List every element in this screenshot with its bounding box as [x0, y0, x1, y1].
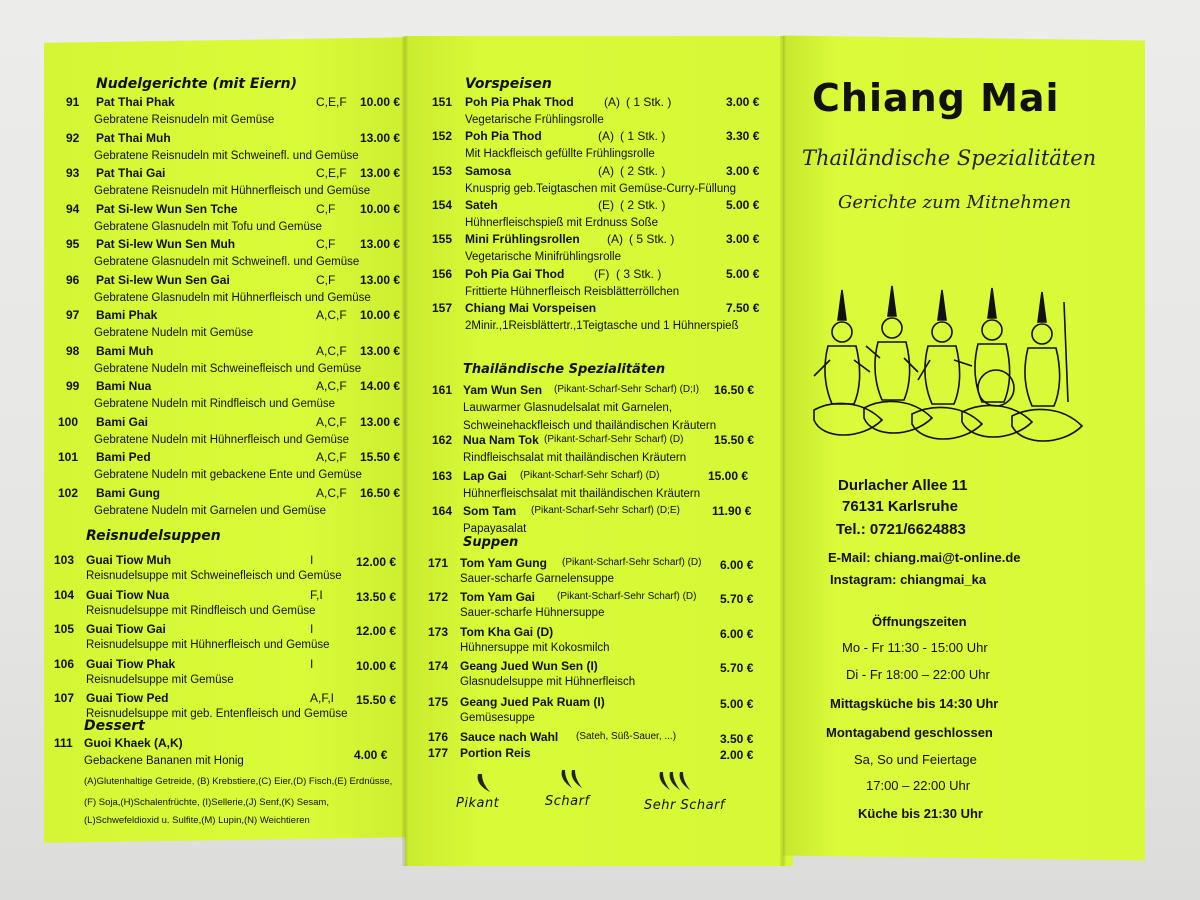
dish-name: Poh Pia Gai Thod [465, 266, 565, 281]
legend-scharf: Scharf [545, 794, 590, 809]
dish-price: 13.00 € [360, 343, 401, 358]
dish-quantity: ( 1 Stk. ) [620, 129, 666, 144]
spice-note: (Pikant-Scharf-Sehr Scharf) (D) [520, 470, 660, 481]
dish-price: 13.00 € [360, 414, 401, 429]
dish-description: Glasnudelsuppe mit Hühnerfleisch [460, 676, 636, 688]
dish-name: Bami Gai [96, 414, 149, 429]
dish-description: Hühnersuppe mit Kokosmilch [460, 642, 610, 654]
dish-description: Gebratene Reisnudeln mit Hühnerfleisch und Gemüse [94, 185, 371, 197]
dish-description: Hühnerfleischspieß mit Erdnuss Soße [465, 216, 659, 229]
dish-price: 11.90 € [712, 504, 752, 518]
address-city: 76131 Karlsruhe [842, 498, 958, 515]
dish-name: Tom Yam Gung [460, 556, 547, 570]
dish-description: Reisnudelsuppe mit geb. Entenfleisch und Gemüse [86, 708, 348, 720]
dish-price: 5.70 € [720, 592, 754, 606]
dish-description: Gebratene Glasnudeln mit Schweinefl. und Gemüse [94, 256, 360, 268]
dish-number: 157 [432, 300, 453, 315]
dish-allergens: (A) [598, 129, 614, 144]
heading-dessert: Dessert [84, 718, 145, 734]
dish-name: Poh Pia Thod [465, 129, 542, 144]
phone-number[interactable]: Tel.: 0721/6624883 [836, 521, 966, 538]
dish-description: Hühnerfleischsalat mit thailändischen Kräutern [463, 488, 701, 500]
fold-line-right [780, 36, 786, 866]
dish-name: Guai Tiow Muh [86, 553, 172, 567]
dish-allergens: A,C,F [316, 414, 347, 429]
hours-weekday-dinner: Di - Fr 18:00 – 22:00 Uhr [846, 667, 990, 682]
thai-dancers-illustration [792, 280, 1122, 450]
dish-number: 174 [428, 659, 449, 673]
legend-sehr-scharf: Sehr Scharf [644, 798, 725, 813]
dish-description: Gemüsesuppe [460, 712, 535, 724]
dish-name: Bami Nua [96, 379, 152, 393]
dish-price: 15.50 € [360, 450, 401, 464]
dish-price: 13.00 € [360, 130, 401, 145]
chili-icon-triple [656, 768, 696, 794]
dish-description: Gebratene Glasnudeln mit Hühnerfleisch und Gemüse [94, 291, 371, 304]
dish-allergens: A,F,I [310, 691, 335, 705]
dish-description-2: Schweinehackfleisch und thailändischen Kräutern [463, 420, 717, 432]
dish-description: Vegetarische Minifrühlingsrolle [465, 251, 621, 264]
dish-allergens: A,C,F [316, 343, 347, 358]
dish-number: 91 [66, 95, 80, 109]
dish-description: Mit Hackfleisch gefüllte Frühlingsrolle [465, 148, 655, 161]
allergen-footnote-1: (A)Glutenhaltige Getreide, (B) Krebstiere,(C) Eier,(D) Fisch,(E) Erdnüsse, [84, 776, 393, 787]
dish-number: 106 [54, 656, 75, 671]
dish-description: Sauer-scharfe Hühnersuppe [460, 607, 605, 619]
dish-price: 10.00 € [360, 95, 401, 109]
dish-name: Tom Kha Gai (D) [460, 625, 554, 639]
heading-spezialitaeten: Thailändische Spezialitäten [463, 362, 666, 377]
dish-name: Samosa [465, 163, 512, 178]
dish-allergens: A,C,F [316, 308, 347, 322]
spice-note: (Pikant-Scharf-Sehr Scharf) (D) [557, 591, 697, 602]
dish-allergens: C,F [316, 201, 336, 216]
closed-note: Montagabend geschlossen [826, 725, 993, 740]
dish-description: Gebratene Glasnudeln mit Tofu und Gemüse [94, 220, 323, 233]
dish-name: Geang Jued Wun Sen (I) [460, 659, 598, 673]
dish-number: 94 [66, 201, 80, 216]
dish-number: 153 [432, 163, 453, 178]
dish-description: Gebratene Reisnudeln mit Schweinefl. und Gemüse [94, 149, 359, 162]
dish-name: Pat Thai Muh [96, 130, 171, 145]
address-street: Durlacher Allee 11 [838, 477, 968, 494]
dish-price: 13.00 € [360, 272, 401, 287]
restaurant-tagline: Gerichte zum Mitnehmen [838, 192, 1072, 213]
restaurant-title: Chiang Mai [812, 76, 1060, 120]
dish-number: 111 [54, 736, 73, 750]
dish-allergens: A,C,F [316, 485, 347, 500]
dish-name: Som Tam [463, 504, 517, 518]
dish-name: Pat Si-lew Wun Sen Tche [96, 201, 238, 216]
dish-price: 7.50 € [726, 300, 760, 315]
dish-quantity: ( 5 Stk. ) [629, 232, 675, 247]
dish-number: 163 [432, 469, 453, 483]
dish-number: 164 [432, 504, 453, 518]
dish-description: Rindfleischsalat mit thailändischen Kräutern [463, 452, 687, 464]
dish-name: Pat Si-lew Wun Sen Muh [96, 237, 236, 251]
hours-weekday-lunch: Mo - Fr 11:30 - 15:00 Uhr [842, 640, 988, 655]
dish-price: 6.00 € [720, 558, 754, 572]
dish-number: 99 [66, 379, 80, 393]
dish-description: Gebratene Nudeln mit gebackene Ente und Gemüse [94, 469, 362, 481]
dish-price: 5.70 € [720, 661, 754, 675]
dish-number: 95 [66, 237, 80, 251]
dish-allergens: C,F [316, 272, 336, 287]
spice-note: (Pikant-Scharf-Sehr Scharf) (D;E) [531, 505, 680, 516]
dish-price: 12.00 € [356, 624, 397, 638]
dish-name: Guoi Khaek (A,K) [84, 736, 183, 750]
dish-number: 162 [432, 433, 453, 447]
dish-number: 92 [66, 130, 80, 145]
heading-vorspeisen: Vorspeisen [465, 76, 552, 92]
dish-price: 5.00 € [726, 266, 760, 281]
dish-price: 14.00 € [360, 379, 401, 393]
allergen-footnote-2: (F) Soja,(H)Schalenfrüchte, (I)Sellerie,(J) Senf,(K) Sesam, [84, 797, 329, 808]
spice-note: (Sateh, Süß-Sauer, ...) [576, 731, 677, 742]
dish-description: Reisnudelsuppe mit Gemüse [86, 673, 234, 686]
dish-name: Portion Reis [460, 746, 531, 760]
email-address[interactable]: E-Mail: chiang.mai@t-online.de [828, 550, 1021, 565]
dish-price: 3.50 € [720, 732, 754, 746]
dish-number: 176 [428, 730, 449, 744]
dish-number: 96 [66, 272, 80, 287]
dish-allergens: I [310, 622, 314, 636]
dish-name: Chiang Mai Vorspeisen [465, 300, 597, 315]
kitchen-closing-note: Küche bis 21:30 Uhr [858, 806, 983, 821]
dish-description: Sauer-scharfe Garnelensuppe [460, 573, 615, 585]
dish-number: 171 [428, 556, 449, 570]
dish-allergens: I [310, 656, 314, 671]
dish-name: Sateh [465, 197, 498, 212]
allergen-footnote-3: (L)Schwefeldioxid u. Sulfite,(M) Lupin,(N) Weichtieren [84, 815, 310, 826]
dish-allergens: A,C,F [316, 379, 347, 393]
legend-pikant: Pikant [456, 796, 500, 811]
dish-quantity: ( 1 Stk. ) [626, 95, 672, 109]
dish-name: Guai Tiow Nua [86, 587, 170, 602]
dish-price: 5.00 € [720, 697, 754, 711]
dish-description: Gebratene Reisnudeln mit Gemüse [94, 114, 275, 126]
dish-quantity: ( 3 Stk. ) [616, 266, 662, 281]
dish-price: 15.50 € [356, 693, 397, 707]
dish-description: 2Minir.,1Reisblättertr.,1Teigtasche und 1 Hühnerspieß [465, 319, 739, 332]
restaurant-subtitle: Thailändische Spezialitäten [802, 146, 1097, 170]
dish-name: Bami Phak [96, 308, 158, 322]
weekend-label: Sa, So und Feiertage [854, 752, 977, 767]
dish-number: 101 [58, 450, 79, 464]
dish-number: 98 [66, 343, 80, 358]
dish-name: Nua Nam Tok [463, 433, 539, 447]
dish-allergens: (A) [598, 163, 614, 178]
dish-number: 173 [428, 625, 449, 639]
heading-suppen: Suppen [463, 535, 519, 550]
dish-price: 12.00 € [356, 555, 397, 569]
dish-number: 152 [432, 129, 453, 144]
dish-price: 13.00 € [360, 237, 401, 251]
dish-allergens: (F) [594, 266, 610, 281]
dish-number: 156 [432, 266, 453, 281]
dish-allergens: C,F [316, 237, 336, 251]
dish-price: 6.00 € [720, 627, 754, 641]
dish-price: 16.50 € [714, 383, 755, 397]
dish-allergens: F,I [310, 587, 323, 602]
dish-description: Reisnudelsuppe mit Schweinefleisch und Gemüse [86, 570, 342, 582]
heading-nudelgerichte: Nudelgerichte (mit Eiern) [96, 76, 298, 92]
fold-line-left [402, 36, 408, 866]
dish-quantity: ( 2 Stk. ) [620, 197, 666, 212]
dish-price: 5.00 € [726, 197, 760, 212]
dish-name: Guai Tiow Ped [86, 691, 169, 705]
dish-description: Reisnudelsuppe mit Hühnerfleisch und Gemüse [86, 639, 330, 651]
dish-name: Guai Tiow Phak [86, 656, 176, 671]
dish-description: Vegetarische Frühlingsrolle [465, 114, 604, 126]
dish-number: 107 [54, 691, 75, 705]
dish-number: 105 [54, 622, 75, 636]
dish-price: 13.00 € [360, 166, 401, 180]
dish-number: 161 [432, 383, 453, 397]
spice-note: (Pikant-Scharf-Sehr Scharf) (D) [544, 434, 684, 445]
dish-price: 4.00 € [354, 748, 388, 762]
dish-description: Frittierte Hühnerfleisch Reisblätterröllchen [465, 285, 680, 298]
spice-note: (Pikant-Scharf-Sehr Scharf) (D;I) [554, 384, 700, 395]
dish-price: 13.50 € [356, 589, 397, 604]
spice-note: (Pikant-Scharf-Sehr Scharf) (D) [562, 557, 702, 568]
dish-number: 154 [432, 197, 453, 212]
dish-number: 100 [58, 414, 79, 429]
dish-name: Bami Gung [96, 485, 161, 500]
dish-name: Bami Ped [96, 450, 151, 464]
dish-quantity: ( 2 Stk. ) [620, 163, 666, 178]
dish-price: 16.50 € [360, 485, 401, 500]
dish-description: Knusprig geb.Teigtaschen mit Gemüse-Curry-Füllung [465, 182, 737, 195]
chili-icon-single [472, 770, 498, 794]
dish-number: 102 [58, 485, 79, 500]
heading-reisnudelsuppen: Reisnudelsuppen [86, 528, 221, 544]
dish-price: 3.00 € [726, 95, 760, 109]
dish-description: Lauwarmer Glasnudelsalat mit Garnelen, [463, 402, 673, 414]
dish-number: 177 [428, 746, 449, 760]
dish-price: 10.00 € [356, 658, 397, 673]
dish-number: 175 [428, 695, 449, 709]
dish-allergens: (E) [598, 197, 614, 212]
dish-number: 151 [432, 95, 453, 109]
dish-name: Yam Wun Sen [463, 383, 543, 397]
dish-allergens: (A) [607, 232, 623, 247]
dish-allergens: (A) [604, 95, 620, 109]
dish-name: Tom Yam Gai [460, 590, 535, 604]
dish-price: 3.30 € [726, 129, 760, 144]
dish-number: 93 [66, 166, 80, 180]
dish-description: Gebratene Nudeln mit Garnelen und Gemüse [94, 504, 327, 517]
dish-name: Sauce nach Wahl [460, 730, 559, 744]
dish-price: 2.00 € [720, 748, 754, 762]
dish-description: Gebackene Bananen mit Honig [84, 755, 244, 767]
dish-name: Guai Tiow Gai [86, 622, 166, 636]
dish-number: 103 [54, 553, 75, 567]
dish-name: Geang Jued Pak Ruam (I) [460, 695, 605, 709]
dish-price: 10.00 € [360, 308, 401, 322]
dish-allergens: I [310, 553, 314, 567]
dish-name: Bami Muh [96, 343, 154, 358]
dish-name: Pat Thai Gai [96, 166, 166, 180]
dish-price: 3.00 € [726, 232, 760, 247]
instagram-handle[interactable]: Instagram: chiangmai_ka [830, 572, 987, 587]
dish-name: Lap Gai [463, 469, 508, 483]
dish-description: Gebratene Nudeln mit Rindfleisch und Gemüse [94, 398, 335, 410]
dish-description: Gebratene Nudeln mit Gemüse [94, 327, 254, 339]
dish-number: 104 [54, 587, 75, 602]
dish-number: 155 [432, 232, 453, 247]
dish-price: 15.00 € [708, 469, 749, 483]
dish-description: Reisnudelsuppe mit Rindfleisch und Gemüse [86, 604, 316, 617]
dish-price: 15.50 € [714, 433, 755, 447]
dish-number: 172 [428, 590, 449, 604]
lunch-kitchen-note: Mittagsküche bis 14:30 Uhr [830, 696, 999, 711]
chili-icon-double [556, 766, 586, 792]
dish-name: Poh Pia Phak Thod [465, 95, 574, 109]
dish-description: Papayasalat [463, 523, 527, 535]
dish-description: Gebratene Nudeln mit Schweinefleisch und Gemüse [94, 362, 362, 375]
weekend-hours: 17:00 – 22:00 Uhr [866, 778, 971, 793]
dish-description: Gebratene Nudeln mit Hühnerfleisch und Gemüse [94, 433, 350, 446]
dish-price: 10.00 € [360, 201, 401, 216]
dish-allergens: C,E,F [316, 95, 347, 109]
dish-allergens: A,C,F [316, 450, 347, 464]
dish-name: Mini Frühlingsrollen [465, 232, 580, 247]
dish-price: 3.00 € [726, 163, 760, 178]
dish-number: 97 [66, 308, 80, 322]
dish-name: Pat Thai Phak [96, 95, 175, 109]
dish-name: Pat Si-lew Wun Sen Gai [96, 272, 230, 287]
hours-title: Öffnungszeiten [872, 614, 967, 629]
dish-allergens: C,E,F [316, 166, 347, 180]
